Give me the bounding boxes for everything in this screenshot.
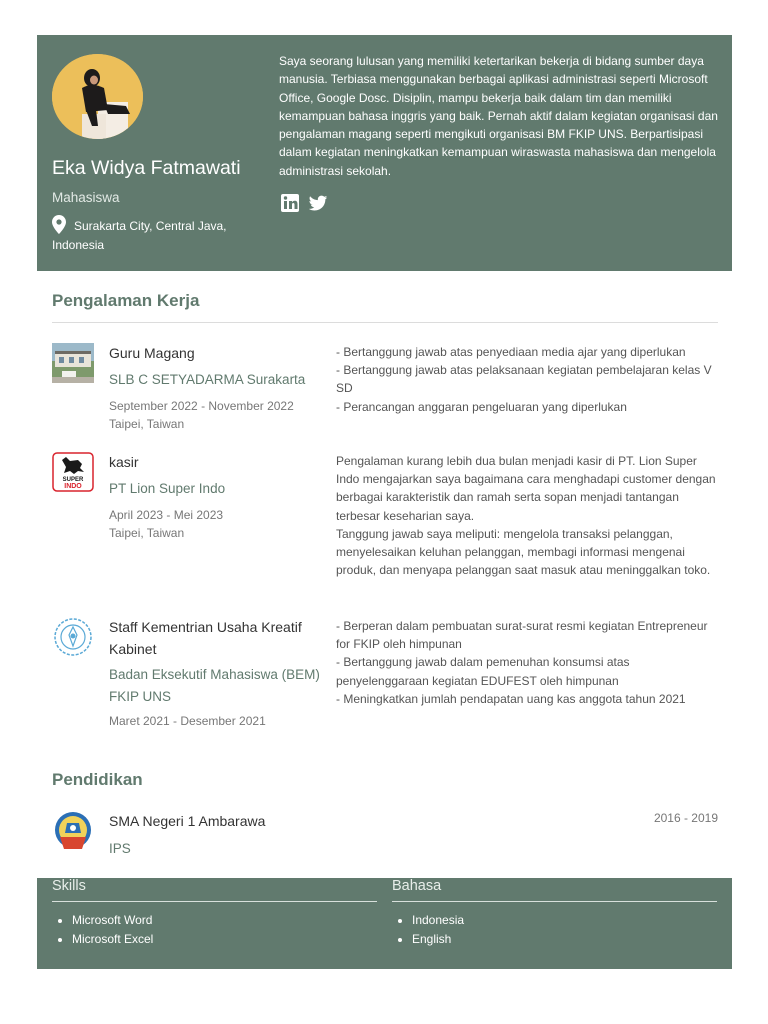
skills-list	[52, 911, 377, 948]
skills-languages-panel	[37, 878, 732, 969]
experience-location: Taipei, Taiwan	[109, 526, 185, 540]
superindo-logo-text-top: SUPER	[62, 477, 84, 483]
education-school: SMA Negeri 1 Ambarawa	[109, 813, 266, 829]
experience-org: Badan Eksekutif Mahasiswa (BEM) FKIP UNS	[109, 667, 320, 704]
social-links	[279, 192, 329, 214]
avatar	[52, 54, 143, 139]
experience-title: Staff Kementrian Usaha Kreatif Kabinet	[109, 619, 302, 657]
experience-period: April 2023 - Mei 2023	[109, 508, 224, 522]
skills-column	[52, 878, 377, 948]
uns-logo	[52, 617, 94, 657]
languages-list	[392, 911, 717, 948]
twitter-icon[interactable]	[307, 192, 329, 214]
experience-location: Taipei, Taiwan	[109, 417, 185, 431]
superindo-logo-text-bottom: INDO	[64, 483, 82, 490]
education-major: IPS	[109, 841, 131, 856]
location-pin-icon	[52, 215, 70, 234]
sma-ambarawa-logo	[52, 811, 94, 851]
experience-description: Pengalaman kurang lebih dua bulan menjadi kasir di PT. Lion Super Indo mengajarkan saya bagaimana cara menghadapi customer dengan berbagai karakteristik dan ramah serta sopan menjadi tantangan terbesar keseharian saya. Tanggung jawab saya meliputi: mengelola transaksi pelanggan, menyelesaikan keluhan pelanggan, membagi informasi mengenai produk, dan menyapa pelanggan saat masuk atau meninggalkan toko.	[336, 454, 716, 578]
experience-period: September 2022 - November 2022	[109, 399, 294, 413]
skill-item: • Microsoft Excel	[72, 930, 377, 949]
skills-title: Skills	[52, 878, 377, 902]
language-item: • English	[412, 930, 717, 949]
experience-period: Maret 2021 - Desember 2021	[109, 714, 266, 728]
education-years: 2016 - 2019	[653, 811, 718, 825]
profile-name: Eka Widya Fatmawati	[52, 157, 241, 179]
experience-title: kasir	[109, 454, 139, 470]
languages-column	[392, 878, 717, 948]
school-building-photo	[52, 343, 94, 383]
linkedin-icon[interactable]	[279, 192, 301, 214]
profile-job-title: Mahasiswa	[52, 190, 120, 205]
language-item: • Indonesia	[412, 911, 717, 930]
superindo-logo	[52, 452, 94, 492]
skill-item: • Microsoft Word	[72, 911, 377, 930]
experience-org: SLB C SETYADARMA Surakarta	[109, 372, 306, 387]
experience-description: - Bertanggung jawab atas penyediaan media ajar yang diperlukan - Bertanggung jawab atas pelaksanaan kegiatan pembelajaran kelas V SD - Perancangan anggaran pengeluaran yang diperlukan	[336, 345, 712, 414]
section-divider	[52, 322, 718, 323]
location-text: Surakarta City, Central Java, Indonesia	[52, 219, 227, 252]
experience-org: PT Lion Super Indo	[109, 481, 226, 496]
profile-header	[37, 35, 732, 271]
section-title-experience: Pengalaman Kerja	[52, 291, 200, 310]
languages-title: Bahasa	[392, 878, 717, 902]
experience-description: - Berperan dalam pembuatan surat-surat resmi kegiatan Entrepreneur for FKIP oleh himpunan - Bertanggung jawab dalam pemenuhan konsumsi atas penyelenggaraan kegiatan EDUFEST oleh himpunan - Meningkatkan jumlah pendapatan uang kas anggota tahun 2021	[336, 619, 708, 706]
experience-title: Guru Magang	[109, 345, 195, 361]
profile-summary: Saya seorang lulusan yang memiliki ketertarikan bekerja di bidang sumber daya manusia. Terbiasa menggunakan berbagai aplikasi administrasi seperti Microsoft Office, Google Dosc. Disiplin, mampu bekerja baik dalam tim dan memiliki kemampuan bahasa inggris yang baik. Pernah aktif dalam kegiatan organisasi dan pengalaman magang seperti mengikuti organisasi BM FKIP UNS. Berpartisipasi dalam kegiatan meningkatkan kemampuan wiraswasta mahasiswa dan mengelola administrasi sekolah.	[279, 54, 718, 178]
profile-location	[52, 215, 252, 255]
section-title-education: Pendidikan	[52, 770, 143, 789]
